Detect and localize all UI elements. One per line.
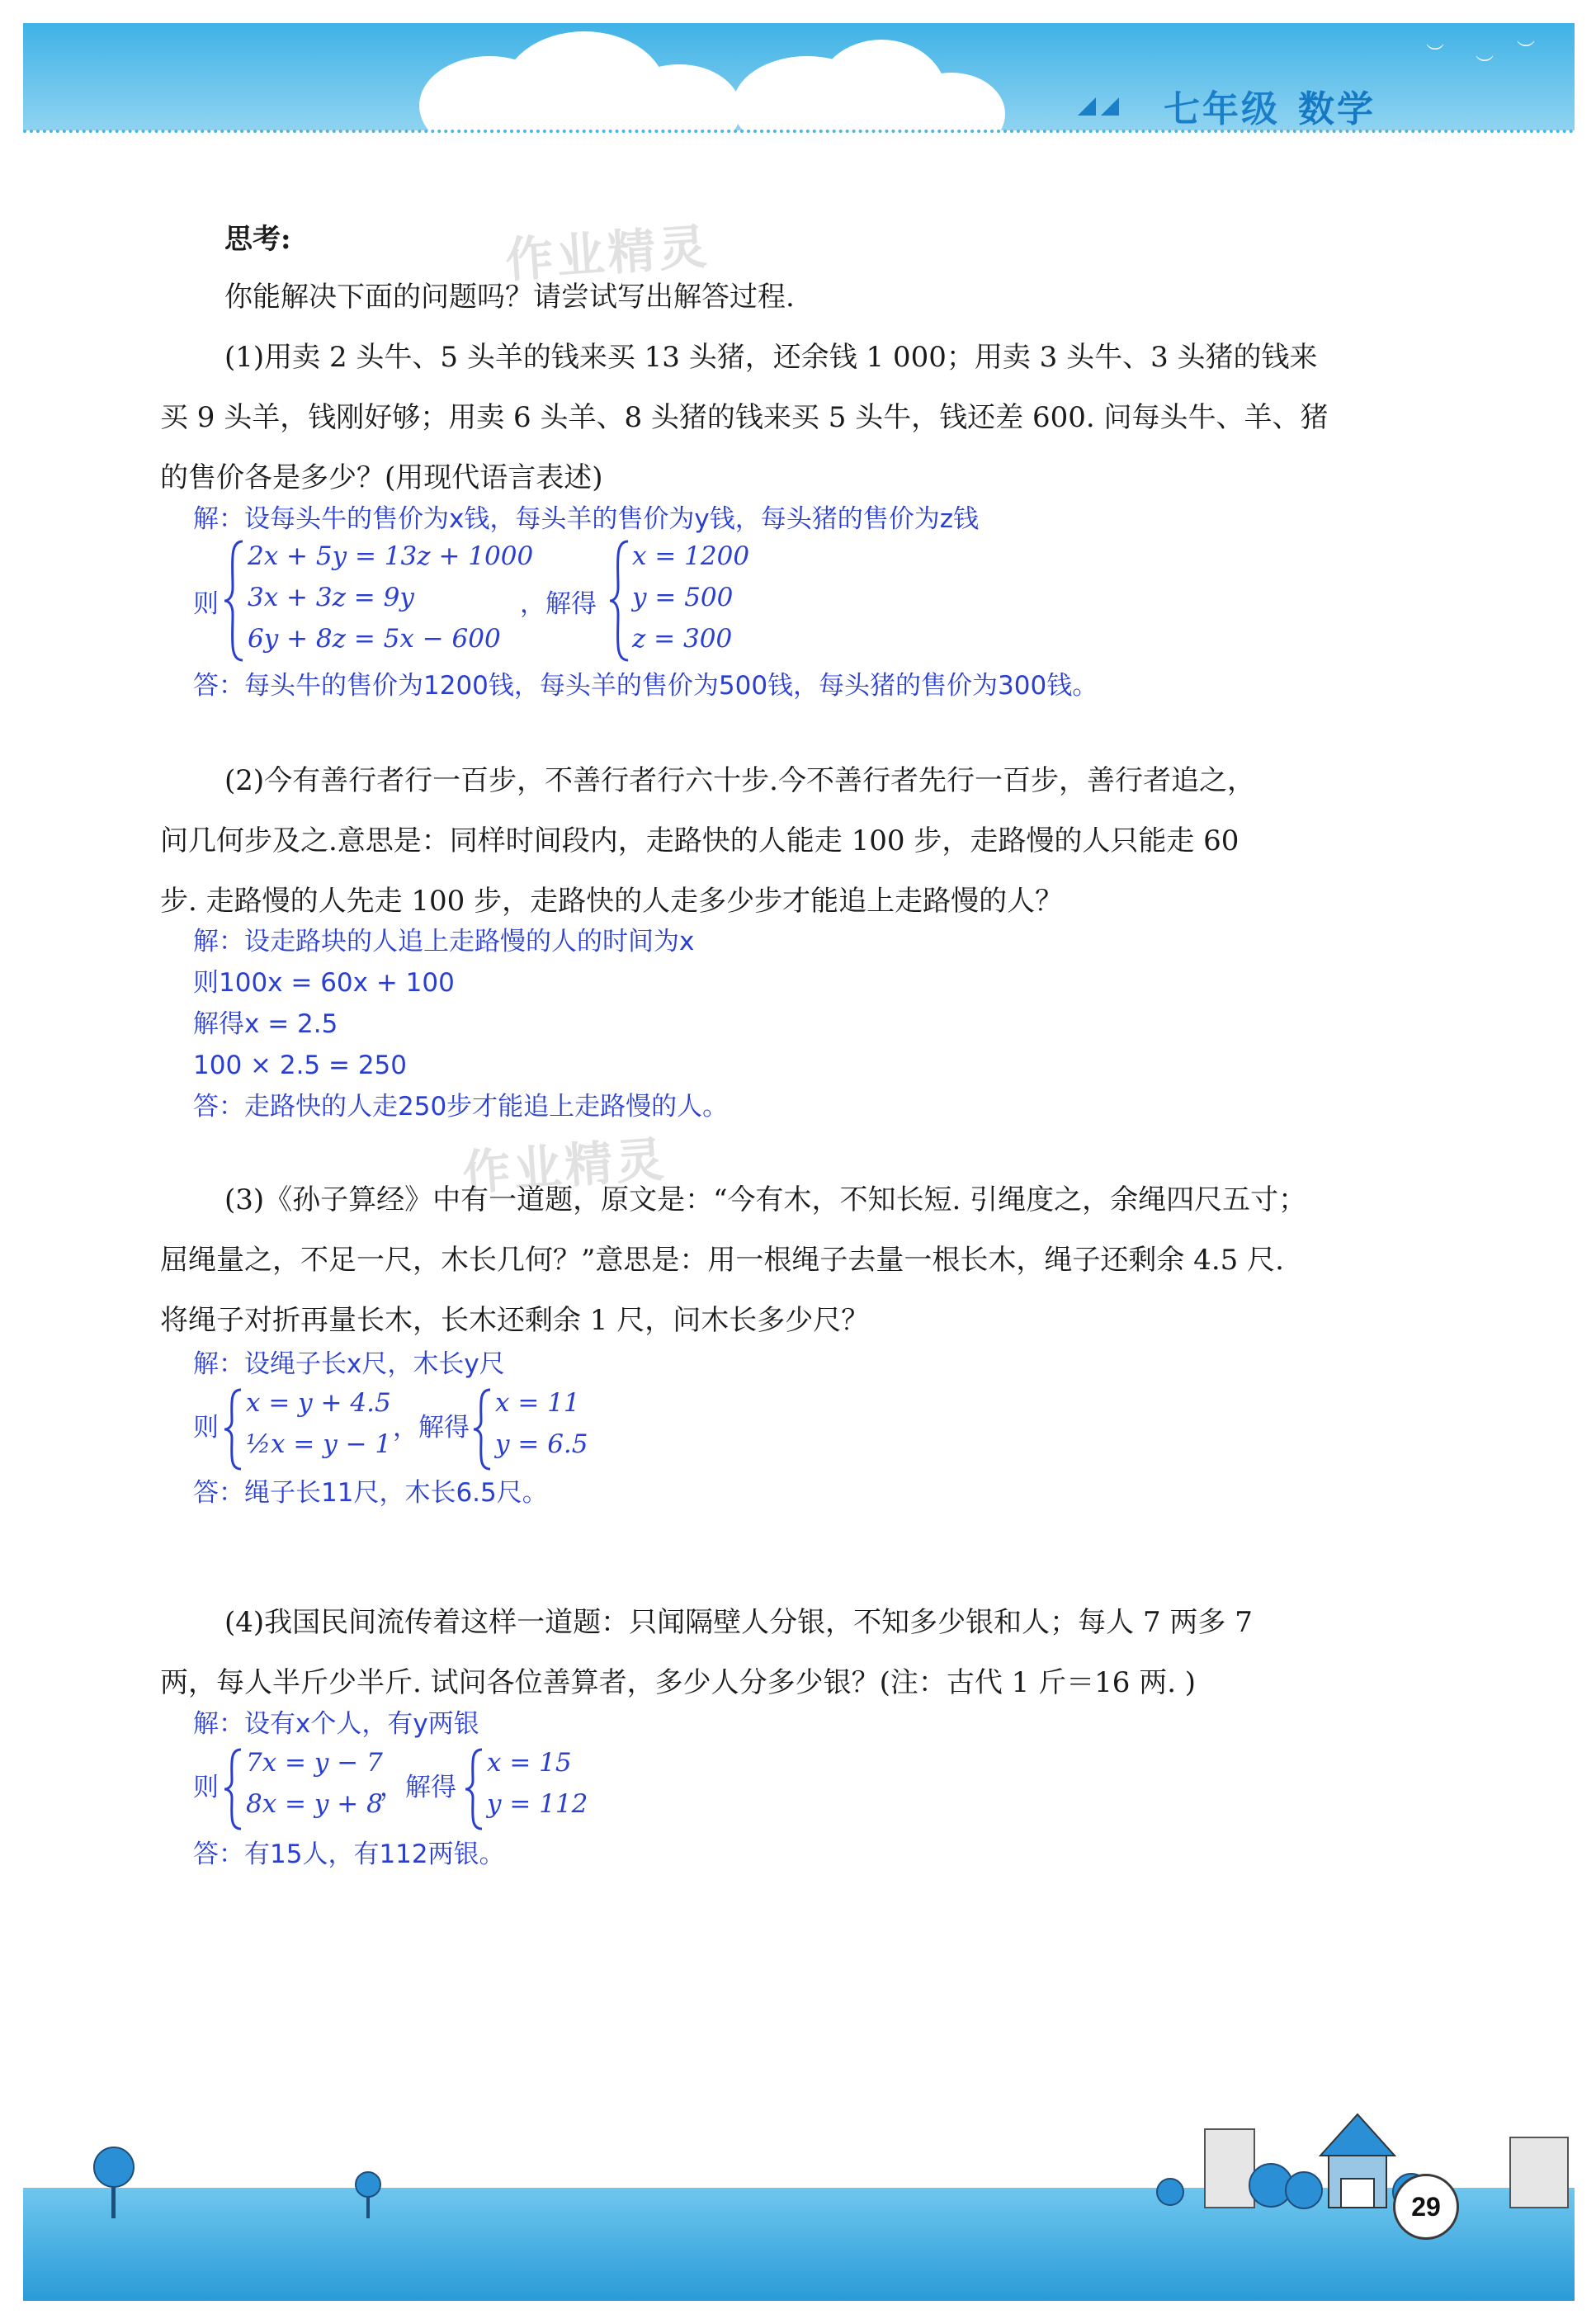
solution-row: y = 6.5: [495, 1429, 588, 1459]
problem-2-line-2: 问几何步及之.意思是：同样时间段内，走路快的人能走 100 步，走路慢的人只能走 60: [160, 824, 1239, 857]
answer-4-solve-label: ，解得: [380, 1773, 456, 1802]
equation-row: 2x + 5y = 13z + 1000: [248, 541, 534, 571]
solution-row: z = 300: [632, 624, 733, 654]
answer-2-eq3: 100 × 2.5 = 250: [193, 1051, 408, 1080]
tree-icon: [89, 2146, 139, 2220]
answer-3-then: 则: [193, 1413, 219, 1443]
bird-icon: ︶: [1476, 55, 1494, 76]
watermark: 作业精灵: [503, 218, 712, 289]
solution-row: y = 112: [487, 1789, 588, 1819]
answer-1-solve-label: ，解得: [520, 589, 597, 619]
answer-1-then: 则: [193, 589, 219, 619]
equation-row: 3x + 3z = 9y: [248, 583, 414, 612]
equation-row: ½x = y − 1: [246, 1429, 392, 1459]
brace-icon: [221, 538, 246, 664]
problem-3-line-2: 屈绳量之，不足一尺，木长几何？”意思是：用一根绳子去量一根长木，绳子还剩余 4.5 尺.: [160, 1244, 1284, 1277]
problem-4-line-1: (4)我国民间流传着这样一道题：只闻隔壁人分银，不知多少银和人；每人 7 两多 7: [224, 1606, 1253, 1639]
answer-2-eq2: 解得x = 2.5: [193, 1009, 338, 1039]
subject-label: 数学: [1298, 88, 1376, 130]
equation-row: 6y + 8z = 5x − 600: [248, 624, 501, 654]
answer-2-eq1: 则100x = 60x + 100: [193, 968, 455, 998]
problem-2-line-3: 步. 走路慢的人先走 100 步，走路快的人走多少步才能追上走路慢的人？: [160, 885, 1064, 918]
problem-1-line-1: (1)用卖 2 头牛、5 头羊的钱来买 13 头猪，还余钱 1 000；用卖 3 头牛、3 头猪的钱来: [224, 341, 1318, 374]
equation-row: 8x = y + 8: [246, 1789, 383, 1819]
brace-icon: [221, 1746, 244, 1832]
problem-1-line-2: 买 9 头羊，钱刚好够；用卖 6 头羊、8 头猪的钱来买 5 头牛，钱还差 600. 问每头牛、羊、猪: [160, 401, 1329, 434]
tree-icon: [352, 2170, 385, 2220]
answer-2-setup: 解：设走路块的人追上走路慢的人的时间为x: [193, 927, 695, 956]
intro-text: 你能解决下面的问题吗？请尝试写出解答过程.: [224, 281, 795, 314]
grade-label: 七年级: [1164, 88, 1280, 130]
brace-icon: [607, 538, 631, 664]
brace-icon: [470, 1386, 493, 1472]
answer-4-setup: 解：设有x个人，有y两银: [193, 1709, 479, 1739]
equation-row: 7x = y − 7: [246, 1748, 383, 1778]
answer-4-then: 则: [193, 1773, 219, 1802]
solution-row: x = 15: [487, 1748, 572, 1778]
answer-4-conclusion: 答：有15人，有112两银。: [193, 1840, 505, 1869]
answer-2-conclusion: 答：走路快的人走250步才能追上走路慢的人。: [193, 1092, 729, 1122]
building-scene-icon: [1155, 2113, 1584, 2212]
solution-row: x = 11: [495, 1388, 580, 1418]
watermark: 作业精灵: [460, 1131, 669, 1202]
problem-3-line-1: (3)《孙子算经》中有一道题，原文是：“今有木，不知长短. 引绳度之，余绳四尺五寸；: [224, 1183, 1307, 1216]
answer-1-setup: 解：设每头牛的售价为x钱，每头羊的售价为y钱，每头猪的售价为z钱: [193, 504, 979, 534]
page-number: 29: [1393, 2174, 1459, 2240]
problem-1-line-3: 的售价各是多少？(用现代语言表述): [160, 461, 603, 494]
answer-3-solve-label: ，解得: [393, 1413, 470, 1443]
brace-icon: [462, 1746, 485, 1832]
answer-1-conclusion: 答：每头牛的售价为1200钱，每头羊的售价为500钱，每头猪的售价为300钱。: [193, 671, 1098, 701]
problem-4-line-2: 两，每人半斤少半斤. 试问各位善算者，多少人分多少银？(注：古代 1 斤＝16 两. ): [160, 1666, 1197, 1699]
problem-3-line-3: 将绳子对折再量长木，长木还剩余 1 尺，问木长多少尺？: [160, 1304, 870, 1337]
bird-icon: ︶: [1426, 44, 1445, 64]
bird-icon: ︶: [1517, 40, 1536, 61]
answer-3-conclusion: 答：绳子长11尺，木长6.5尺。: [193, 1478, 548, 1508]
answer-3-setup: 解：设绳子长x尺，木长y尺: [193, 1349, 505, 1379]
equation-row: x = y + 4.5: [246, 1388, 391, 1418]
section-title: 思考:: [224, 223, 291, 256]
grade-subject-title: [1164, 79, 1376, 132]
double-arrow-icon: [1078, 97, 1127, 117]
solution-row: y = 500: [632, 583, 734, 612]
solution-row: x = 1200: [632, 541, 750, 571]
brace-icon: [221, 1386, 244, 1472]
problem-2-line-1: (2)今有善行者行一百步，不善行者行六十步.今不善行者先行一百步，善行者追之，: [224, 764, 1255, 797]
